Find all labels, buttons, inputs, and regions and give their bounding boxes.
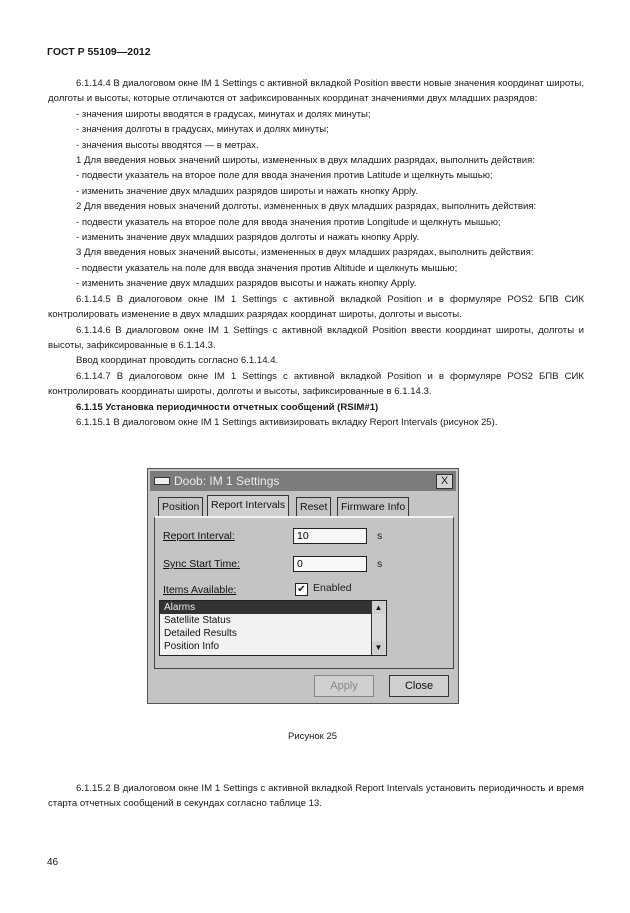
im1-settings-dialog bbox=[147, 468, 459, 704]
paragraph: 6.1.14.5 В диалоговом окне IM 1 Settings с активной вкладкой Position и в формуляре POS2 БПВ СИК контролировать изменение в двух младших разрядах координат широты, долготы и высоты. bbox=[48, 293, 584, 321]
body-text bbox=[48, 76, 584, 430]
report-interval-label: Report Interval: bbox=[163, 530, 235, 542]
paragraph: - подвести указатель на второе поле для ввода значения против Longitude и щелкнуть мышью; bbox=[76, 216, 501, 228]
control-menu-icon[interactable] bbox=[154, 477, 170, 485]
paragraph: - значения высоты вводятся — в метрах. bbox=[76, 139, 259, 151]
paragraph: 2 Для введения новых значений долготы, измененных в двух младших разрядах, выполнить действия: bbox=[76, 201, 537, 213]
items-available-label: Items Available: bbox=[163, 584, 237, 596]
section-heading: 6.1.15 Установка периодичности отчетных сообщений (RSIM#1) bbox=[76, 401, 379, 413]
scroll-up-icon[interactable]: ▲ bbox=[372, 601, 385, 614]
paragraph: - значения долготы в градусах, минутах и долях минуты; bbox=[76, 124, 329, 136]
sync-start-label: Sync Start Time: bbox=[163, 558, 241, 570]
paragraph: 1 Для введения новых значений широты, измененных в двух младших разрядах, выполнить действия: bbox=[76, 155, 535, 167]
dialog-title-bar[interactable] bbox=[150, 471, 456, 491]
close-icon[interactable]: X bbox=[436, 474, 453, 489]
tab-firmware-info[interactable]: Firmware Info bbox=[337, 497, 409, 516]
tab-strip bbox=[154, 495, 454, 517]
enabled-checkbox[interactable]: ✔ bbox=[295, 583, 308, 596]
paragraph: 6.1.14.6 В диалоговом окне IM 1 Settings с активной вкладкой Position ввести координат широты, долготы и высоты, зафиксированные в 6.1.14.3. bbox=[48, 324, 584, 351]
paragraph: - подвести указатель на второе поле для ввода значения против Latitude и щелкнуть мышью; bbox=[76, 170, 493, 182]
paragraph: - значения широты вводятся в градусах, минутах и долях минуты; bbox=[76, 108, 371, 120]
items-listbox[interactable] bbox=[159, 600, 387, 656]
list-scrollbar[interactable] bbox=[371, 601, 386, 655]
paragraph: 6.1.14.4 В диалоговом окне IM 1 Settings с активной вкладкой Position ввести новые значения координат широты, долготы и высоты, которые отличаются от зафиксированных координат значениями двух младших разрядов: bbox=[48, 78, 584, 105]
scroll-down-icon[interactable]: ▼ bbox=[372, 641, 385, 654]
enabled-label: Enabled bbox=[313, 582, 352, 594]
paragraph: 6.1.15.2 В диалоговом окне IM 1 Settings с активной вкладкой Report Intervals установить периодичность и время старта отчетных сообщений в секундах согласно таблице 13. bbox=[48, 783, 584, 810]
tab-reset[interactable]: Reset bbox=[296, 497, 331, 516]
body-text-after bbox=[48, 781, 584, 812]
paragraph: 3 Для введения новых значений высоты, измененных в двух младших разрядах, выполнить действия: bbox=[76, 247, 534, 259]
paragraph: - изменить значение двух младших разрядов широты и нажать кнопку Apply. bbox=[76, 185, 419, 197]
report-interval-input[interactable] bbox=[293, 528, 367, 544]
list-item[interactable]: Position Info bbox=[164, 641, 220, 652]
tab-position[interactable]: Position bbox=[158, 497, 203, 516]
paragraph: 6.1.15.1 В диалоговом окне IM 1 Settings активизировать вкладку Report Intervals (рисунок 25). bbox=[76, 416, 498, 428]
list-item[interactable]: Alarms bbox=[160, 601, 386, 614]
paragraph: - изменить значение двух младших разрядов высоты и нажать кнопку Apply. bbox=[76, 278, 417, 290]
document-header: ГОСТ Р 55109—2012 bbox=[47, 46, 151, 58]
paragraph: Ввод координат проводить согласно 6.1.14.4. bbox=[76, 355, 279, 367]
paragraph: 6.1.14.7 В диалоговом окне IM 1 Settings с активной вкладкой Position и в формуляре POS2 БПВ СИК контролировать координаты широты, долготы и высоты, зафиксированные в 6.1.14.3. bbox=[48, 370, 584, 398]
sync-start-input[interactable] bbox=[293, 556, 367, 572]
dialog-title: Doob: IM 1 Settings bbox=[174, 474, 280, 488]
paragraph: - подвести указатель на поле для ввода значения против Altitude и щелкнуть мышью; bbox=[76, 262, 458, 274]
list-item[interactable]: Satellite Status bbox=[164, 615, 231, 626]
figure-caption: Рисунок 25 bbox=[288, 731, 338, 742]
page-number: 46 bbox=[47, 857, 59, 868]
report-interval-unit: s bbox=[377, 530, 383, 542]
paragraph: - изменить значение двух младших разрядов долготы и нажать кнопку Apply. bbox=[76, 232, 420, 244]
tab-report-intervals[interactable]: Report Intervals bbox=[207, 495, 289, 517]
apply-button[interactable]: Apply bbox=[314, 675, 374, 697]
sync-start-unit: s bbox=[377, 558, 383, 570]
close-button[interactable]: Close bbox=[389, 675, 449, 697]
list-item[interactable]: Detailed Results bbox=[164, 628, 237, 639]
